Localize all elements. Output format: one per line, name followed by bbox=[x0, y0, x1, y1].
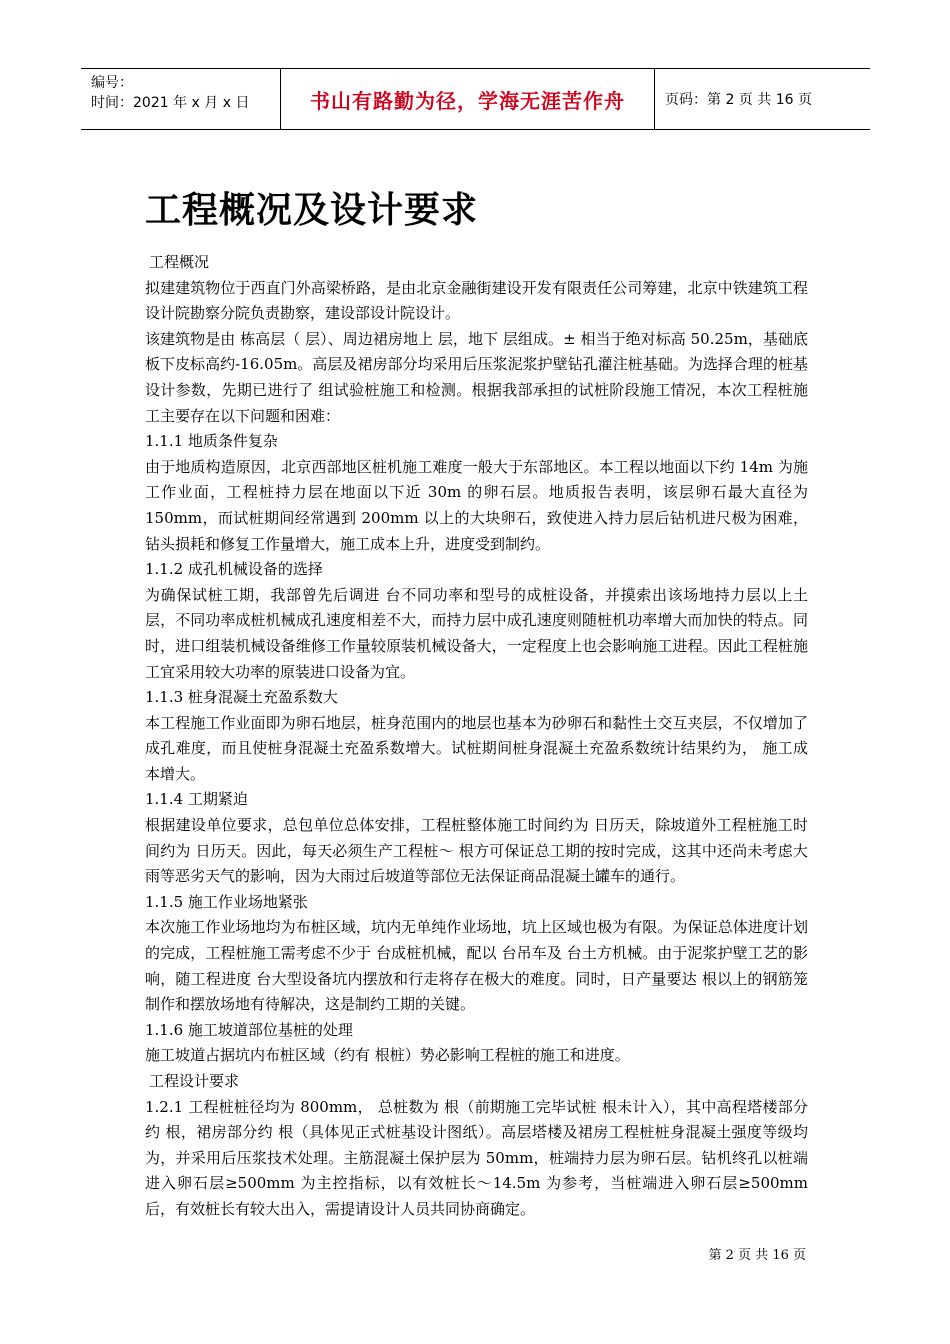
page-footer: 第 2 页 共 16 页 bbox=[708, 1248, 806, 1263]
paragraph: 本工程施工作业面即为卵石地层，桩身范围内的地层也基本为砂卵石和黏性土交互夹层，不仅增加了成孔难度，而且使桩身混凝土充盈系数增大。试桩期间桩身混凝土充盈系数统计结果约为， 施工成本增大。 bbox=[145, 713, 808, 783]
paragraph: 根据建设单位要求，总包单位总体安排，工程桩整体施工时间约为 日历天，除坡道外工程桩施工时间约为 日历天。因此，每天必须生产工程桩～ 根方可保证总工期的按时完成，这其中还尚未考虑大雨等恶劣天气的影响，因为大雨过后坡道等部位无法保证商品混凝土罐车的通行。 bbox=[145, 816, 808, 886]
document-number-label: 编号： bbox=[91, 75, 133, 91]
page-header bbox=[81, 68, 870, 130]
subsection-heading: 1.1.1 地质条件复杂 bbox=[145, 432, 278, 451]
subsection-heading: 1.1.6 施工坡道部位基桩的处理 bbox=[145, 1020, 353, 1039]
subsection-heading: 1.1.5 施工作业场地紧张 bbox=[145, 892, 308, 911]
document-date-label: 时间：2021 年 x 月 x 日 bbox=[91, 95, 250, 111]
header-page-info: 页码：第 2 页 共 16 页 bbox=[665, 92, 812, 108]
paragraph: 由于地质构造原因，北京西部地区桩机施工难度一般大于东部地区。本工程以地面以下约 14m 为施工作业面，工程桩持力层在地面以下近 30m 的卵石层。地质报告表明，该层卵石最大直径为 150mm，而试桩期间经常遇到 200mm 以上的大块卵石，致使进入持力层后钻机进尺极为困难，钻头损耗和修复工作量增大，施工成本上升，进度受到制约。 bbox=[145, 457, 808, 553]
subsection-heading: 1.1.4 工期紧迫 bbox=[145, 790, 248, 809]
section-heading: 工程概况 bbox=[149, 253, 210, 271]
subsection-heading: 1.1.3 桩身混凝土充盈系数大 bbox=[145, 688, 338, 707]
document-title: 工程概况及设计要求 bbox=[145, 190, 479, 231]
section-heading: 工程设计要求 bbox=[149, 1072, 240, 1090]
header-motto: 书山有路勤为径，学海无涯苦作舟 bbox=[281, 69, 655, 129]
paragraph: 本次施工作业场地均为布桩区域，坑内无单纯作业场地，坑上区域也极为有限。为保证总体进度计划的完成，工程桩施工需考虑不少于 台成桩机械，配以 台吊车及 台土方机械。由于泥浆护壁工艺的影响，随工程进度 台大型设备坑内摆放和行走将存在极大的难度。同时，日产量要达 根以上的钢筋笼制作和摆放场地有待解决，这是制约工期的关键。 bbox=[145, 918, 808, 1014]
paragraph: 为确保试桩工期，我部曾先后调进 台不同功率和型号的成桩设备，并摸索出该场地持力层以上土层，不同功率成桩机械成孔速度相差不大，而持力层中成孔速度则随桩机功率增大而加快的特点。同时，进口组装机械设备维修工作量较原装机械设备大，一定程度上也会影响施工进程。因此工程桩施工宜采用较大功率的原装进口设备为宜。 bbox=[145, 585, 808, 681]
subsection-heading: 1.1.2 成孔机械设备的选择 bbox=[145, 560, 323, 579]
header-meta bbox=[81, 69, 281, 129]
paragraph: 拟建建筑物位于西直门外高梁桥路，是由北京金融街建设开发有限责任公司筹建，北京中铁建筑工程设计院勘察分院负责勘察，建设部设计院设计。 bbox=[145, 278, 808, 323]
paragraph: 施工坡道占据坑内布桩区域（约有 根桩）势必影响工程桩的施工和进度。 bbox=[145, 1046, 630, 1065]
paragraph: 该建筑物是由 栋高层（ 层）、周边裙房地上 层，地下 层组成。± 相当于绝对标高 50.25m，基础底板下皮标高约-16.05m。高层及裙房部分均采用后压浆泥浆护壁钻孔灌注桩基础。为选择合理的桩基设计参数，先期已进行了 组试验桩施工和检测。根据我部承担的试桩阶段施工情况，本次工程桩施工主要存在以下问题和困难： bbox=[145, 329, 808, 425]
document-body bbox=[145, 250, 808, 1223]
paragraph: 1.2.1 工程桩桩径均为 800mm， 总桩数为 根（前期施工完毕试桩 根未计入），其中高程塔楼部分约 根，裙房部分约 根（具体见正式桩基设计图纸）。高层塔楼及裙房工程桩桩身混凝土强度等级均为，并采用后压浆技术处理。主筋混凝土保护层为 50mm，桩端持力层为卵石层。钻机终孔以桩端进入卵石层≥500mm 为主控指标，以有效桩长～14.5m 为参考，当桩端进入卵石层≥500mm 后，有效桩长有较大出入，需提请设计人员共同协商确定。 bbox=[145, 1097, 808, 1218]
